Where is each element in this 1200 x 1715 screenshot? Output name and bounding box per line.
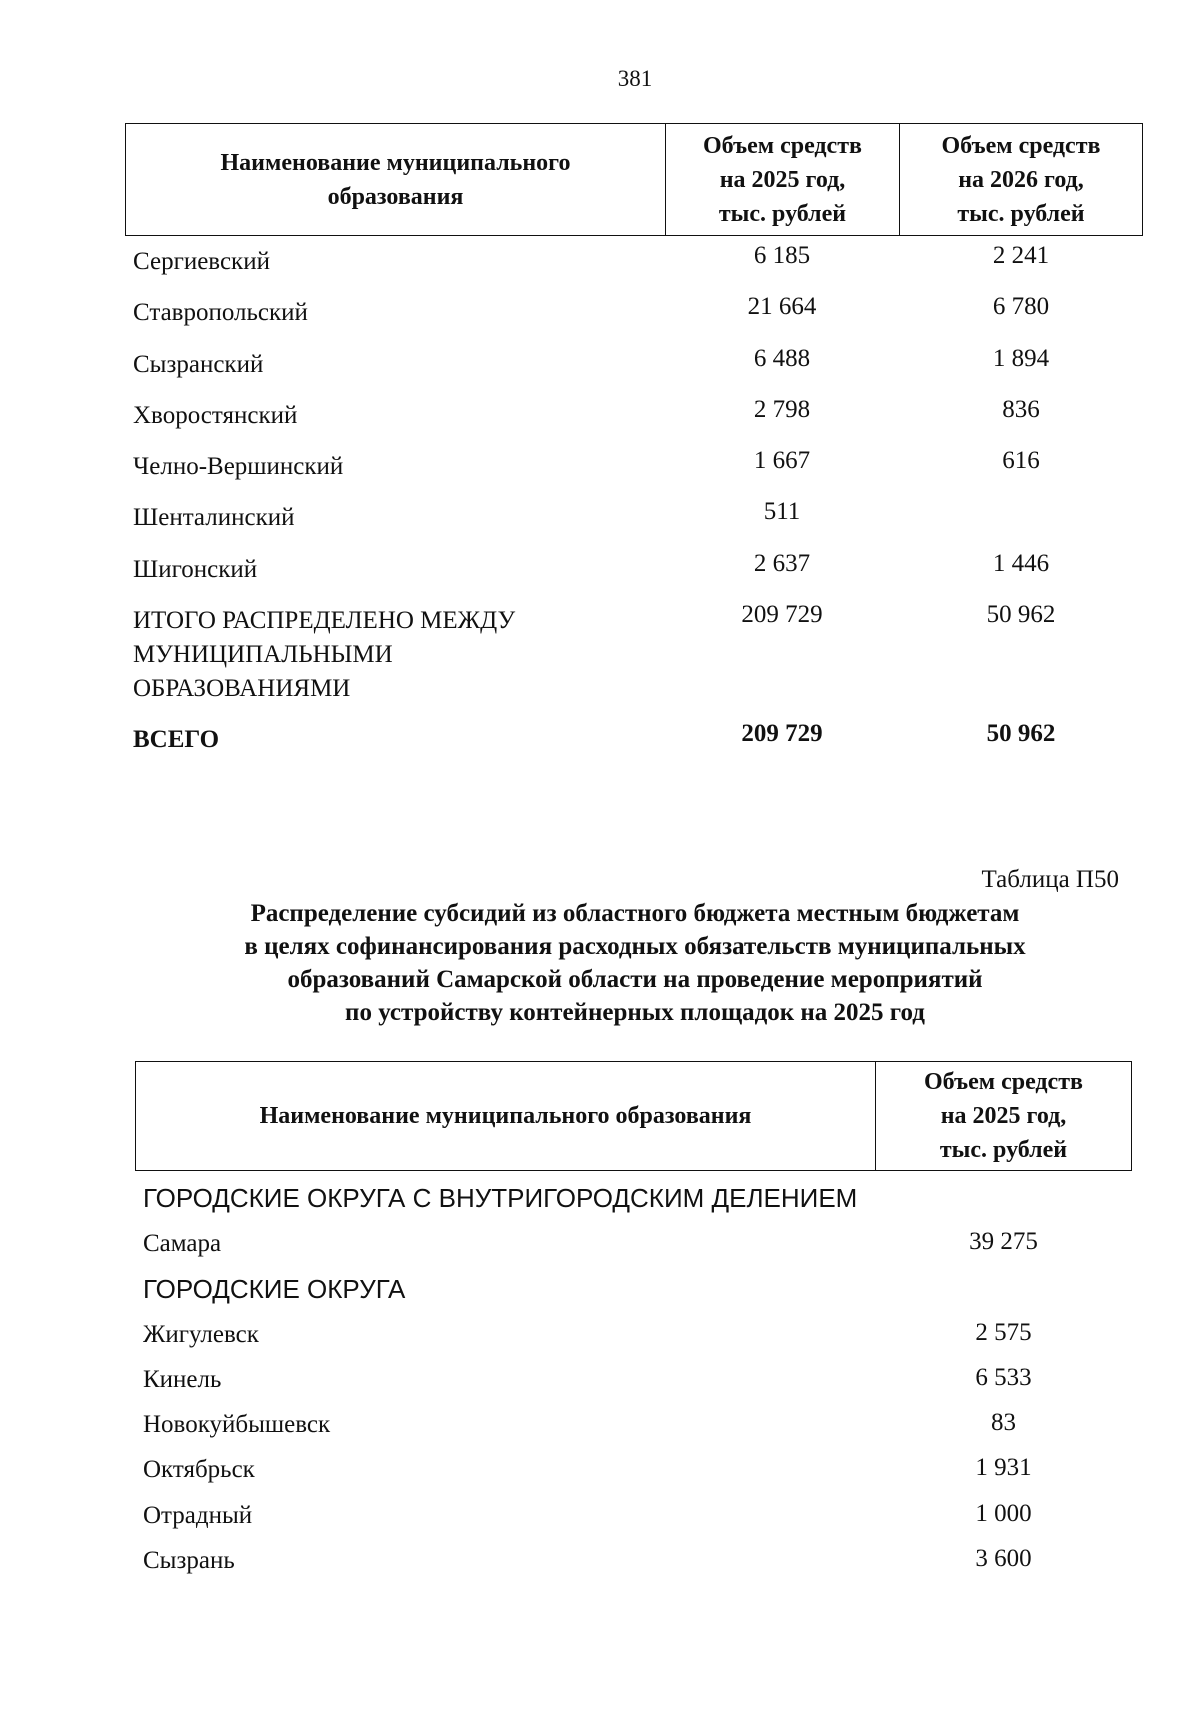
header-line: на 2026 год,	[958, 166, 1084, 193]
header-2025	[876, 1062, 1131, 1170]
table-1-header	[125, 123, 1143, 236]
title-line: по устройству контейнерных площадок на 2025 год	[345, 999, 925, 1026]
table-row	[125, 498, 1143, 535]
value-2025: 3 600	[975, 1545, 1032, 1573]
header-line: на 2025 год,	[940, 1103, 1067, 1129]
row-name: Новокуйбышевск	[143, 1411, 331, 1439]
table-row	[125, 293, 1143, 330]
value-2025: 21 664	[747, 293, 817, 321]
row-name: Кинель	[143, 1365, 222, 1393]
table-row	[135, 1357, 1132, 1402]
total-label: ВСЕГО	[133, 726, 220, 754]
value-2026: 836	[1002, 395, 1040, 423]
table-row	[125, 549, 1143, 587]
header-2025	[666, 124, 900, 235]
table-row	[125, 447, 1143, 484]
row-name: Октябрьск	[143, 1456, 255, 1484]
row-name	[125, 501, 665, 535]
value-2025: 6 185	[753, 242, 811, 269]
row-name: Самара	[143, 1229, 222, 1257]
value-2026: 616	[1002, 447, 1040, 475]
header-line: тыс. рублей	[957, 200, 1085, 227]
row-name-line: Сергиевский	[133, 248, 270, 275]
header-line: Наименование муниципального образования	[259, 1103, 752, 1129]
title-line: образований Самарской области на проведение мероприятий	[287, 966, 983, 993]
table-title	[100, 897, 1170, 1029]
value-2025: 39 275	[969, 1227, 1038, 1255]
header-line: Объем средств	[924, 1069, 1083, 1095]
value-2025: 1 000	[975, 1499, 1032, 1527]
table-row	[125, 344, 1143, 382]
section-label: ГОРОДСКИЕ ОКРУГА	[143, 1273, 406, 1304]
value-2025: 6 488	[753, 344, 811, 372]
header-2026	[900, 124, 1142, 235]
row-name	[125, 348, 665, 382]
row-name: Сызрань	[143, 1547, 235, 1575]
title-line: Распределение субсидий из областного бюджета местным бюджетам	[250, 900, 1020, 927]
table-row	[135, 1493, 1132, 1538]
value-2026: 1 894	[992, 344, 1050, 372]
section-row	[135, 1267, 1132, 1312]
value-2025: 209 729	[741, 601, 823, 629]
row-name-line: Челно-Вершинский	[133, 453, 344, 481]
value-2025: 511	[763, 498, 801, 526]
row-name-line: Шигонский	[133, 555, 258, 583]
value-2025: 6 533	[975, 1363, 1032, 1391]
table-row	[125, 395, 1143, 433]
table-2-header	[135, 1061, 1132, 1171]
total-row	[125, 720, 1143, 757]
value-2026: 2 241	[992, 242, 1050, 269]
table-row	[135, 1538, 1132, 1583]
row-name	[125, 450, 665, 484]
table-label: Таблица П50	[981, 866, 1119, 893]
section-row	[135, 1176, 1132, 1221]
header-line: тыс. рублей	[939, 1137, 1068, 1163]
table-row	[135, 1448, 1132, 1493]
row-name-line: Шенталинский	[133, 504, 295, 532]
header-line: Объем средств	[703, 132, 862, 159]
title-line: в целях софинансирования расходных обязательств муниципальных	[244, 933, 1026, 960]
table-row	[135, 1221, 1132, 1266]
total-2026: 50 962	[986, 720, 1056, 748]
row-name-line: Хворостянский	[133, 401, 298, 429]
table-row	[125, 601, 1143, 706]
row-name	[125, 604, 665, 706]
value-2025: 2 575	[975, 1318, 1032, 1346]
header-line: на 2025 год,	[719, 166, 846, 193]
value-2026: 6 780	[992, 293, 1050, 321]
row-name: Жигулевск	[143, 1320, 259, 1348]
value-2025: 1 931	[975, 1454, 1032, 1482]
table-row	[135, 1312, 1132, 1357]
row-name	[125, 296, 665, 330]
row-name-line: Сызранский	[133, 350, 264, 378]
value-2025: 2 637	[753, 549, 811, 577]
header-line: образования	[327, 183, 464, 210]
row-name: Отрадный	[143, 1501, 253, 1529]
value-2025: 2 798	[753, 395, 811, 423]
value-2026	[899, 495, 1143, 535]
row-name-line: Ставропольский	[133, 299, 308, 327]
table-2-body	[135, 1176, 1132, 1584]
row-name	[125, 399, 665, 433]
total-2025: 209 729	[741, 720, 823, 748]
row-name-line: ОБРАЗОВАНИЯМИ	[133, 675, 351, 703]
header-name	[126, 124, 666, 235]
header-line: Объем средств	[941, 132, 1101, 159]
row-name	[125, 245, 665, 279]
header-line: тыс. рублей	[718, 200, 847, 227]
row-name-line: МУНИЦИПАЛЬНЫМИ	[133, 641, 393, 669]
page-number: 381	[617, 66, 653, 91]
table-row	[125, 242, 1143, 279]
row-name-line: ИТОГО РАСПРЕДЕЛЕНО МЕЖДУ	[133, 607, 516, 635]
value-2025: 83	[991, 1409, 1016, 1437]
value-2025: 1 667	[753, 447, 811, 475]
value-2026: 50 962	[986, 601, 1056, 629]
header-name	[136, 1062, 876, 1170]
section-label: ГОРОДСКИЕ ОКРУГА С ВНУТРИГОРОДСКИМ ДЕЛЕНИЕМ	[143, 1183, 858, 1214]
table-row	[135, 1402, 1132, 1447]
row-name	[125, 553, 665, 587]
value-2026: 1 446	[992, 549, 1050, 577]
header-line: Наименование муниципального	[220, 149, 571, 176]
table-1-body	[125, 242, 1143, 757]
